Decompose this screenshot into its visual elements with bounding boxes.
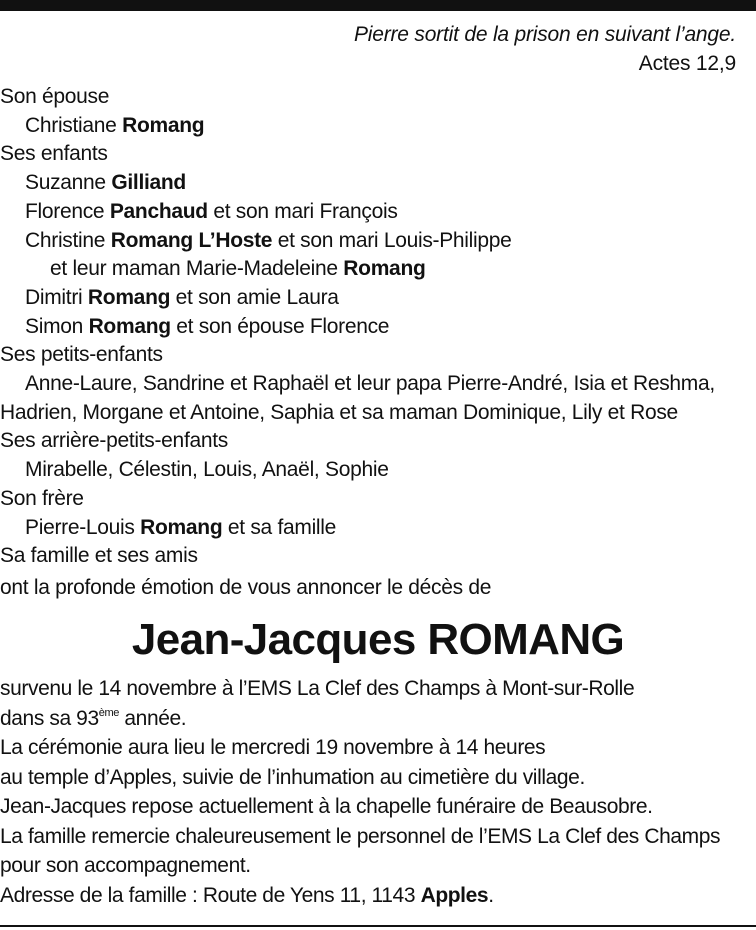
spouse-entry (0, 112, 756, 141)
announcement-text: ont la profonde émotion de vous annoncer le décès de (0, 576, 492, 599)
child3-mother-last: Romang (343, 257, 426, 281)
child1-last: Gilliand (111, 171, 186, 195)
quote-reference: Actes 12,9 (638, 52, 736, 75)
children-heading: Ses enfants (0, 142, 108, 166)
child5-first: Simon (25, 314, 89, 338)
deceased-name: Jean-Jacques ROMANG (131, 615, 625, 664)
address-suffix: . (488, 883, 494, 907)
child4-rest: et son amie Laura (170, 285, 339, 309)
chapel-line: Jean-Jacques repose actuellement à la chapelle funéraire de Beausobre. (0, 795, 653, 818)
child-entry-3 (0, 227, 756, 256)
child2-first: Florence (25, 199, 110, 223)
family-list (0, 83, 756, 571)
spouse-last: Romang (122, 113, 205, 137)
address-city: Apples (420, 883, 489, 907)
child-entry-2 (0, 198, 756, 227)
brother-heading: Son frère (0, 486, 84, 510)
child-entry-1 (0, 169, 756, 198)
address-prefix: Adresse de la famille : Route de Yens 11, 1143 (0, 883, 421, 907)
age-suffix: année. (118, 706, 187, 730)
child2-last: Panchaud (109, 199, 208, 223)
ceremony-line: La cérémonie aura lieu le mercredi 19 novembre à 14 heures (0, 736, 546, 759)
child1-first: Suzanne (25, 171, 112, 195)
thanks-line-2: pour son accompagnement. (0, 854, 251, 877)
family-address (0, 881, 756, 911)
thanks-line-1: La famille remercie chaleureusement le personnel de l’EMS La Clef des Champs (0, 824, 721, 848)
child5-rest: et son épouse Florence (170, 314, 390, 338)
child-entry-4 (0, 284, 756, 313)
child3-mother-first: et leur maman Marie-Madeleine (50, 257, 344, 281)
grandchildren-line-1: Anne-Laure, Sandrine et Raphaël et leur papa Pierre-André, Isia et Reshma, (25, 372, 715, 396)
brother-rest: et sa famille (222, 515, 337, 539)
child2-rest: et son mari François (207, 199, 398, 223)
child3-first: Christine (25, 228, 111, 252)
great-grandchildren-heading: Ses arrière-petits-enfants (0, 429, 228, 453)
child4-first: Dimitri (25, 285, 88, 309)
child-entry-3-mother (0, 255, 756, 284)
family-and-friends: Sa famille et ses amis (0, 544, 198, 568)
top-rule (0, 0, 756, 11)
brother-last: Romang (140, 515, 223, 539)
age-prefix: dans sa 93 (0, 706, 99, 730)
quote-verse: Pierre sortit de la prison en suivant l’ange. (353, 23, 736, 46)
child4-last: Romang (87, 285, 171, 309)
age-superscript: ème (98, 706, 119, 719)
brother-first: Pierre-Louis (25, 515, 141, 539)
spouse-first: Christiane (25, 113, 123, 137)
child-entry-5 (0, 313, 756, 342)
grandchildren-heading: Ses petits-enfants (0, 343, 163, 367)
temple-line: au temple d’Apples, suivie de l’inhumation au cimetière du village. (0, 765, 585, 789)
bible-quote (354, 20, 736, 78)
spouse-heading: Son épouse (0, 85, 110, 108)
bottom-rule (0, 925, 756, 927)
great-grandchildren-list: Mirabelle, Célestin, Louis, Anaël, Sophie (25, 458, 389, 482)
child5-last: Romang (88, 314, 171, 338)
child3-rest: et son mari Louis-Philippe (272, 228, 512, 252)
grandchildren-line-2: Hadrien, Morgane et Antoine, Saphia et sa maman Dominique, Lily et Rose (0, 400, 678, 424)
age-line (0, 704, 756, 734)
death-place: survenu le 14 novembre à l’EMS La Clef des Champs à Mont-sur-Rolle (0, 677, 635, 700)
brother-entry (0, 514, 756, 543)
child3-last: Romang L’Hoste (110, 228, 273, 252)
death-details (0, 674, 756, 910)
